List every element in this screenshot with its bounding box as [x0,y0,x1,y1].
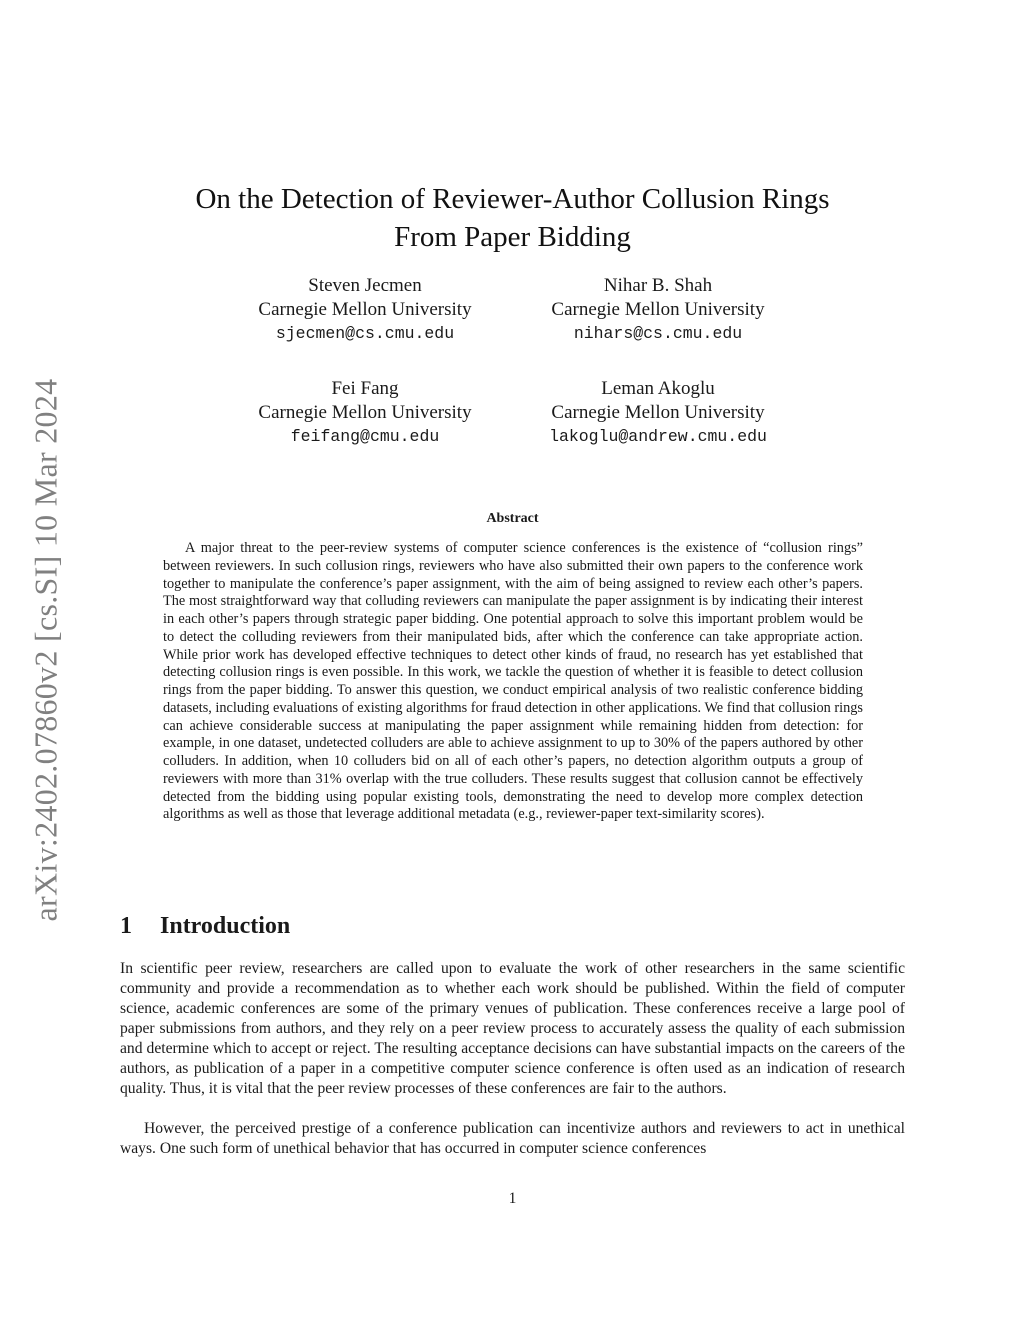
author-block [215,274,515,346]
paper-title-line-2: From Paper Bidding [394,221,631,253]
author-block [508,377,808,449]
paper-title-line-1: On the Detection of Reviewer-Author Collusion Rings [195,183,830,215]
author-block [508,274,808,346]
author-email: feifang@cmu.edu [290,427,440,446]
author-affiliation: Carnegie Mellon University [551,299,765,320]
author-email: nihars@cs.cmu.edu [573,324,743,343]
paper-title [120,180,905,256]
abstract-heading: Abstract [486,511,539,526]
author-block [215,377,515,449]
section-title: Introduction [160,913,291,939]
arxiv-identifier-text: arXiv:2402.07860v2 [cs.SI] 10 Mar 2024 [27,378,64,922]
intro-paragraph-1: In scientific peer review, researchers are called upon to evaluate the work of other researchers in the same scientific community and provide a recommendation as to whether each work should be published. Within the field of computer science, academic conferences are some of the primary venues of publication. These conferences receive a large pool of paper submissions from authors, and they rely on a peer review process to accurately assess the quality of each submission and determine which to accept or reject. The resulting acceptance decisions can have substantial impacts on the careers of the authors, as publication of a paper in a competitive computer science conference is often used as an indication of research quality. Thus, it is vital that the peer review processes of these conferences are fair to the authors. [120,960,905,1097]
author-email: sjecmen@cs.cmu.edu [275,324,455,343]
author-affiliation: Carnegie Mellon University [551,402,765,423]
abstract-text: A major threat to the peer-review systems of computer science conferences is the existence of “collusion rings” between reviewers. In such collusion rings, reviewers who have also submitted their own papers to the conference work together to manipulate the conference’s paper assignment, with the aim of being assigned to review each other’s papers. The most straightforward way that colluding reviewers can manipulate the paper assignment is by indicating their interest in each other’s papers through strategic paper bidding. One potential approach to solve this important problem would be to detect the colluding reviewers from their manipulated bids, after which the conference can take appropriate action. While prior work has developed effective techniques to detect other kinds of fraud, no research has yet established that detecting collusion rings is even possible. In this work, we tackle the question of whether it is feasible to detect collusion rings from the paper bidding. To answer this question, we conduct empirical analysis of two realistic conference bidding datasets, including evaluations of existing algorithms for fraud detection in other applications. We find that collusion rings can achieve considerable success at manipulating the paper assignment while remaining hidden from detection: for example, in one dataset, undetected colluders are able to achieve assignment to up to 30% of the papers authored by other colluders. In addition, when 10 colluders bid on all of each other’s papers, no detection algorithm outputs a group of reviewers with more than 31% overlap with the true colluders. These results suggest that collusion cannot be effectively detected from the bidding using popular existing tools, demonstrating the need to develop more complex detection algorithms as well as those that leverage additional metadata (e.g., reviewer-paper text-similarity scores). [163,540,863,823]
author-name: Fei Fang [331,378,399,399]
section-number: 1 [120,913,132,939]
author-name: Steven Jecmen [308,275,422,296]
author-name: Nihar B. Shah [603,275,713,296]
author-affiliation: Carnegie Mellon University [258,402,472,423]
intro-paragraph-2: However, the perceived prestige of a conference publication can incentivize authors and reviewers to act in unethical ways. One such form of unethical behavior that has occurred in computer science conferences [120,1120,905,1157]
author-affiliation: Carnegie Mellon University [258,299,472,320]
author-email: lakoglu@andrew.cmu.edu [549,427,767,446]
section-heading [120,913,290,940]
author-name: Leman Akoglu [601,378,715,399]
page-number: 1 [508,1190,517,1207]
